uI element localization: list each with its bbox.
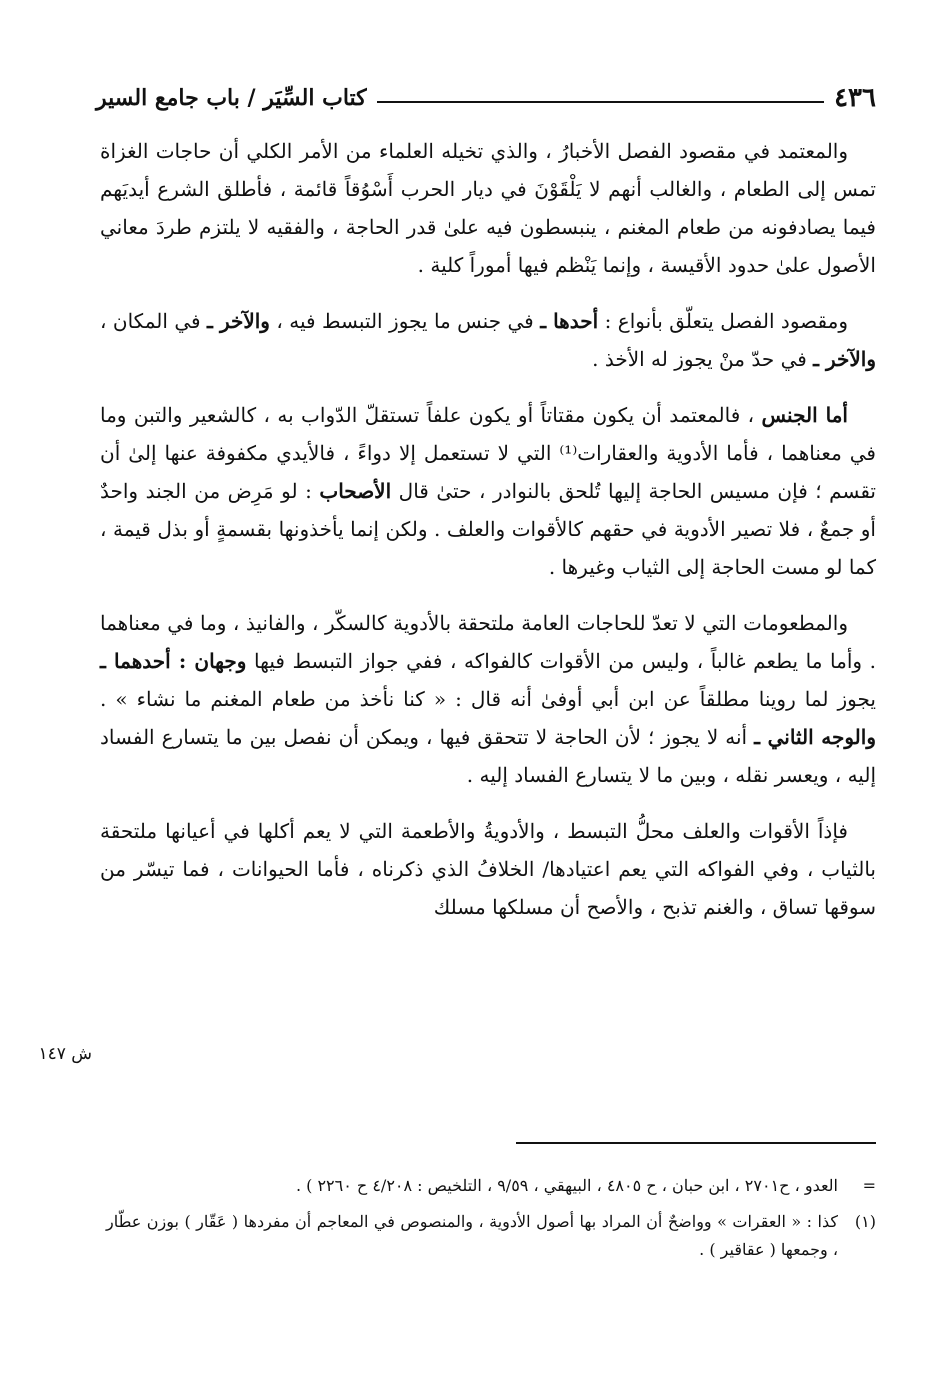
text-run: يجوز لما روينا مطلقاً عن ابن أبي أوفىٰ أنه قال : « كنا نأخذ من طعام المغنم ما نشاء » .	[100, 687, 876, 711]
bold-term: والآخر ـ	[207, 309, 270, 333]
bold-term: أحدها ـ	[540, 309, 599, 333]
footnote-text: كذا : « العقرات » وواضحٌ أن المراد بها أصول الأدوية ، والمنصوص في المعاجم أن مفردها ( عَقّار ) بوزن عطّار ، وجمعها ( عقاقير ) .	[106, 1212, 838, 1259]
text-run: فإذاً الأقوات والعلف محلُّ التبسط ، والأدويةُ والأطعمة التي لا يعم أكلها في أعيانها ملتحقة بالثياب ، وفي الفواكه التي يعم اعتيادها/ الخلافُ الذي ذكرناه ، فأما الحيوانات ، فما تيسّر من سوقها تساق ، والغنم تذبح ، والأصح أن مسلكها مسلك	[100, 819, 876, 919]
text-run: : لو مَرِض من الجند واحدٌ أو جمعٌ ، فلا تصير الأدوية في حقهم كالأقوات والعلف . ولكن إنما يأخذونها بقسمةٍ أو بذل قيمة ، كما لو مست الحاجة إلى الثياب وغيرها .	[100, 479, 876, 579]
bold-term: والآخر ـ	[813, 347, 876, 371]
page-header	[96, 78, 876, 118]
bold-term: والوجه الثاني ـ	[754, 725, 876, 749]
footnote-mark: (١)	[854, 1212, 876, 1231]
text-run: ومقصود الفصل يتعلّق بأنواع :	[598, 309, 849, 333]
footnotes	[106, 1172, 876, 1272]
bold-term: وجهان : أحدهما ـ	[100, 649, 247, 673]
footnote-mark: =	[862, 1176, 876, 1195]
page-number: ٤٣٦	[834, 83, 876, 113]
footnote-text: العدو ، ح٢٧٠١ ، ابن حبان ، ح ٤٨٠٥ ، البيهقي ، ٩/٥٩ ، التلخيص : ٤/٢٠٨ ح ٢٢٦٠ ) .	[295, 1176, 838, 1195]
paragraph-1	[100, 132, 876, 284]
text-run: أنه لا يجوز ؛ لأن الحاجة لا تتحقق فيها ، ويمكن أن نفصل بين ما يتسارع الفساد إليه ، ويعسر نقله ، وبين ما لا يتسارع الفساد إليه .	[100, 725, 876, 787]
text-run: ، فالمعتمد أن يكون مقتاتاً أو يكون علفاً تستقلّ الدّواب به ، كالشعير والتبن وما في معناهما ، فأما الأدوية والعقارات⁽¹⁾ التي لا تستعمل إلا دواءً ، فالأيدي مكفوفة عنها إلىٰ أن تقسم ؛ فإن مسيس الحاجة إليها تُلحق بالنوادر ، حتىٰ قال	[100, 403, 877, 503]
text-run: والمطعومات التي لا تعدّ للحاجات العامة ملتحقة بالأدوية كالسكّر ، والفانيذ ، وما في معناهما . وأما ما يطعم غالباً ، وليس من الأقوات كالفواكه ، ففي جواز التبسط فيها	[100, 611, 876, 673]
header-rule	[377, 101, 824, 103]
main-text	[100, 132, 876, 944]
paragraph-2	[100, 302, 876, 378]
margin-page-reference: ش ١٤٧	[38, 1044, 92, 1064]
bold-term: أما الجنس	[761, 403, 848, 427]
text-run: في حدّ منْ يجوز له الأخذ .	[592, 347, 814, 371]
text-run: في المكان ،	[100, 309, 208, 333]
text-run: والمعتمد في مقصود الفصل الأخبارُ ، والذي تخيله العلماء من الأمر الكلي أن حاجات الغزاة تمس إلى الطعام ، والغالب أنهم لا يَلْقَوْنَ في ديار الحرب أَسْوُقاً قائمة ، فأطلق الشرع أيديَهم فيما يصادفونه من طعام المغنم ، ينبسطون فيه علىٰ قدر الحاجة ، والفقيه لا يلتزم طردَ معاني الأصول علىٰ حدود الأقيسة ، وإنما يَنْظم فيها أموراً كلية .	[100, 139, 876, 277]
bold-term: الأصحاب	[319, 479, 392, 503]
running-title: كتاب السِّيَر / باب جامع السير	[96, 85, 367, 111]
footnote-separator	[516, 1142, 876, 1144]
footnote	[106, 1208, 876, 1264]
footnote	[106, 1172, 876, 1200]
paragraph-4	[100, 604, 876, 794]
paragraph-3	[100, 396, 876, 586]
text-run: في جنس ما يجوز التبسط فيه ،	[269, 309, 541, 333]
paragraph-5	[100, 812, 876, 926]
